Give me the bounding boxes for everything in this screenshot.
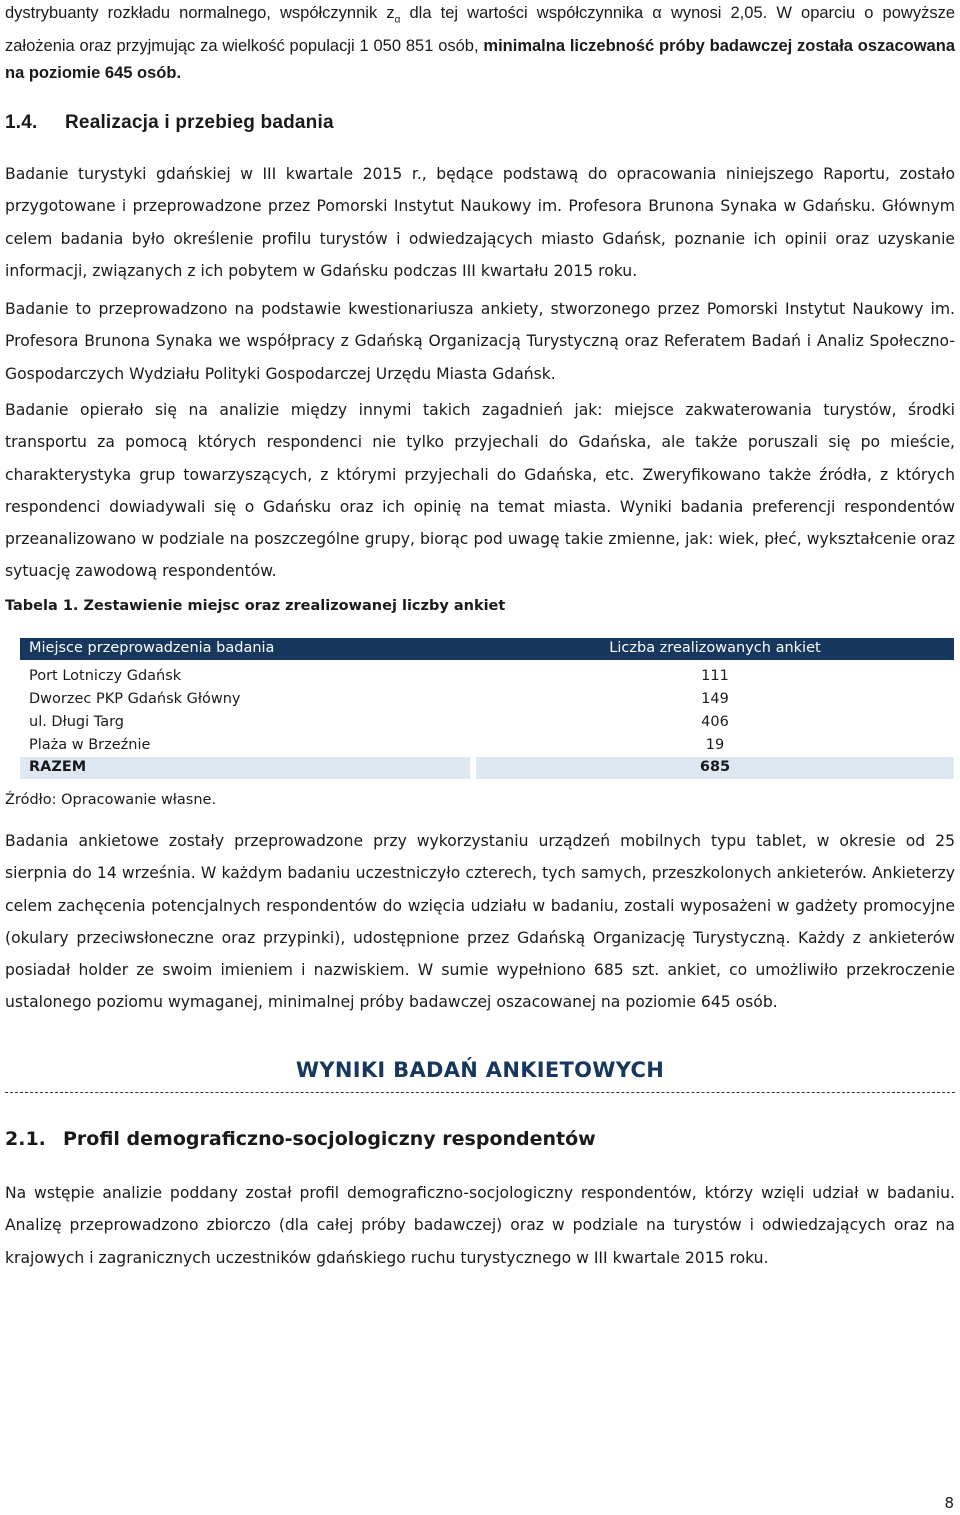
main-heading-block <box>5 1058 955 1093</box>
subsection-title: Profil demograficzno-socjologiczny respondentów <box>63 1128 596 1150</box>
intro-subscript: α <box>394 14 401 26</box>
table-header-place: Miejsce przeprowadzenia badania <box>29 640 275 656</box>
table-row <box>20 666 954 688</box>
table-total-label: RAZEM <box>29 759 87 775</box>
table-cell-place: Plaża w Brzeźnie <box>29 737 151 753</box>
subsection-number: 2.1. <box>5 1128 46 1150</box>
paragraph-3: Badanie opierało się na analizie między innymi takich zagadnień jak: miejsce zakwaterowania turystów, środki transportu za pomocą których respondenci nie tylko przyjechali do Gdańska, ale także poruszali się po mieście, charakterystyka grup towarzyszących, z którymi przyjechali do Gdańska, etc. Zweryfikowano także źródła, z których respondenci dowiadywali się o Gdańsku oraz ich opinię na temat miasta. Wyniki badania preferencji respondentów przeanalizowano w podziale na poszczególne grupy, biorąc pod uwagę takie zmienne, jak: wiek, płeć, wykształcenie oraz sytuację zawodową respondentów. <box>5 401 955 581</box>
table-caption: Tabela 1. Zestawienie miejsc oraz zrealizowanej liczby ankiet <box>5 598 506 614</box>
section-heading-1-4 <box>5 112 334 134</box>
table-total-value: 685 <box>699 759 731 775</box>
table-row <box>20 712 954 734</box>
table-source: Źródło: Opracowanie własne. <box>5 792 217 808</box>
intro-text-2: dla tej wartości współczynnika α wynosi 2,05. W oparciu o powyższe założenia oraz przyjmując za wielkość populacji 1 050 851 osób, <box>5 4 955 56</box>
main-heading: WYNIKI BADAŃ ANKIETOWYCH <box>295 1058 665 1082</box>
table-cell-place: ul. Długi Targ <box>29 714 125 730</box>
table-cell-count: 19 <box>705 737 725 753</box>
intro-paragraph <box>5 0 955 87</box>
table-cell-count: 149 <box>701 691 729 707</box>
paragraph-5: Na wstępie analizie poddany został profil demograficzno-socjologiczny respondentów, którzy wzięli udział w badaniu. Analizę przeprowadzono zbiorczo (dla całej próby badawczej) oraz w podziale na turystów i odwiedzających oraz na krajowych i zagranicznych uczestników gdańskiego ruchu turystycznego w III kwartale 2015 roku. <box>5 1184 955 1267</box>
table-header-count: Liczba zrealizowanych ankiet <box>609 640 821 656</box>
table-cell-place: Port Lotniczy Gdańsk <box>29 668 182 684</box>
intro-bold-text: minimalna liczebność próby badawczej została oszacowana na poziomie 645 osób. <box>5 37 955 83</box>
section-title: Realizacja i przebieg badania <box>65 112 334 133</box>
table-cell-count: 111 <box>701 668 729 684</box>
table-row <box>20 735 954 757</box>
table-row <box>20 689 954 711</box>
section-number: 1.4. <box>5 112 38 133</box>
paragraph-4: Badania ankietowe zostały przeprowadzone przy wykorzystaniu urządzeń mobilnych typu tablet, w okresie od 25 sierpnia do 14 września. W każdym badaniu uczestniczyło czterech, tych samych, przeszkolonych ankieterów. Ankieterzy celem zachęcenia potencjalnych respondentów do wzięcia udziału w badaniu, zostali wyposażeni w gadżety promocyjne (okulary przeciwsłoneczne oraz przypinki), udostępnione przez Gdańską Organizację Turystyczną. Każdy z ankieterów posiadał holder ze swoim imieniem i nazwiskiem. W sumie wypełniono 685 szt. ankiet, co umożliwiło przekroczenie ustalonego poziomu wymaganej, minimalnej próby badawczej oszacowanej na poziomie 645 osób. <box>5 832 955 1012</box>
section-heading-2-1 <box>5 1128 596 1150</box>
intro-text-1: dystrybuanty rozkładu normalnego, współczynnik z <box>5 4 395 22</box>
table-header-row <box>20 638 954 660</box>
table-cell-place: Dworzec PKP Gdańsk Główny <box>29 691 241 707</box>
total-row-background-left <box>20 757 470 779</box>
paragraph-1: Badanie turystyki gdańskiej w III kwartale 2015 r., będące podstawą do opracowania niniejszego Raportu, zostało przygotowane i przeprowadzone przez Pomorski Instytut Naukowy im. Profesora Brunona Synaka w Gdańsku. Głównym celem badania było określenie profilu turystów i odwiedzających miasto Gdańsk, poznanie ich opinii oraz uzyskanie informacji, związanych z ich pobytem w Gdańsku podczas III kwartału 2015 roku. <box>5 165 955 280</box>
table-total-row <box>20 757 954 779</box>
page-number: 8 <box>944 1494 954 1512</box>
paragraph-2: Badanie to przeprowadzono na podstawie kwestionariusza ankiety, stworzonego przez Pomorski Instytut Naukowy im. Profesora Brunona Synaka we współpracy z Gdańską Organizacją Turystyczną oraz Referatem Badań i Analiz Społeczno-Gospodarczych Wydziału Polityki Gospodarczej Urzędu Miasta Gdańsk. <box>5 300 955 383</box>
table-cell-count: 406 <box>701 714 729 730</box>
